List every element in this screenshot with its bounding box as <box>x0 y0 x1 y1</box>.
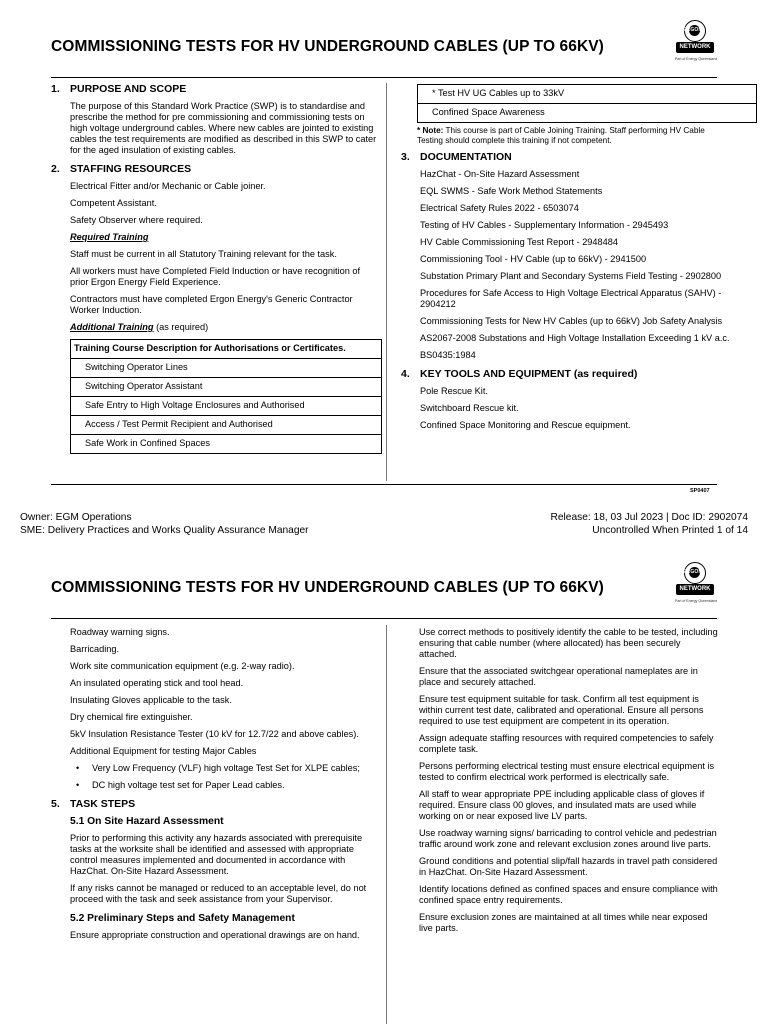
note-text: This course is part of Cable Joining Training. Staff performing HV Cable Testing should complete this training if not competent. <box>417 126 705 145</box>
column-divider <box>386 625 387 1024</box>
tools-item: Roadway warning signs. <box>70 627 170 637</box>
documentation-item: Procedures for Safe Access to High Voltage Electrical Apparatus (SAHV) - 2904212 <box>420 288 722 309</box>
documentation-item: Substation Primary Plant and Secondary Systems Field Testing - 2902800 <box>420 271 722 281</box>
documentation-item: HV Cable Commissioning Test Report - 2948484 <box>420 237 618 247</box>
task-paragraph: Persons performing electrical testing must ensure electrical equipment is tested to confirm electrical work performed is electrically safe. <box>419 761 715 782</box>
task-paragraph: Prior to performing this activity any hazards associated with prerequisite tasks at the worksite shall be identified and assessed with appropriate control measures implemented and documented in accordance with HazChat. On-Site Hazard Assessment. <box>70 833 363 876</box>
header-rule <box>51 77 717 78</box>
tools-item: Barricading. <box>70 644 120 654</box>
page-title: COMMISSIONING TESTS FOR HV UNDERGROUND CABLES (UP TO 66KV) <box>51 579 604 596</box>
additional-training-line <box>70 322 379 333</box>
column-divider <box>386 83 387 481</box>
additional-training-suffix: (as required) <box>153 322 209 332</box>
task-paragraph: Identify locations defined as confined spaces and ensure compliance with confined space entry requirements. <box>419 884 718 905</box>
tools-item: Switchboard Rescue kit. <box>420 403 519 413</box>
list-item: • Very Low Frequency (VLF) high voltage Test Set for XLPE cables; <box>70 763 379 774</box>
task-paragraph: If any risks cannot be managed or reduced to an acceptable level, do not proceed with the task and seek assistance from your Supervisor. <box>70 883 367 904</box>
footer-sme: SME: Delivery Practices and Works Quality Assurance Manager <box>20 525 309 536</box>
documentation-item: Commissioning Tool - HV Cable (up to 66kV) - 2941500 <box>420 254 647 264</box>
section-heading-documentation: 3. DOCUMENTATION <box>401 151 512 163</box>
table-row: Switching Operator Assistant <box>71 378 382 397</box>
task-paragraph: Ensure test equipment suitable for task. Confirm all test equipment is within current test date, calibrated and operational. Ensure all persons required to use test equipment are competent in its operation. <box>419 694 704 726</box>
section-heading-tools: 4. KEY TOOLS AND EQUIPMENT (as required) <box>401 368 638 380</box>
page-title: COMMISSIONING TESTS FOR HV UNDERGROUND CABLES (UP TO 66KV) <box>51 38 604 55</box>
list-item: • DC high voltage test set for Paper Lead cables. <box>70 780 379 791</box>
note-label: * Note: <box>417 126 444 135</box>
page1-left-column <box>51 84 379 458</box>
section-heading-staffing: 2. STAFFING RESOURCES <box>51 163 192 175</box>
table-row: Safe Entry to High Voltage Enclosures and Authorised <box>71 397 382 416</box>
table-row: Safe Work in Confined Spaces <box>71 435 382 454</box>
footer-rule <box>51 484 717 485</box>
tools-item: 5kV Insulation Resistance Tester (10 kV for 12.7/22 and above cables). <box>70 729 359 739</box>
required-training-item: All workers must have Completed Field Induction or have recognition of prior Ergon Energy Field Experience. <box>70 266 361 287</box>
task-paragraph: Use roadway warning signs/ barricading to control vehicle and pedestrian traffic around work zone and relevant exclusion zones around live parts. <box>419 828 717 849</box>
table-row: Confined Space Awareness <box>418 104 757 123</box>
documentation-item: HazChat - On-Site Hazard Assessment <box>420 169 580 179</box>
page1-right-column <box>401 84 731 437</box>
section-heading-task-steps: 5. TASK STEPS <box>51 798 136 810</box>
training-note <box>417 126 731 146</box>
tools-item: Work site communication equipment (e.g. 2-way radio). <box>70 661 295 671</box>
documentation-item: AS2067-2008 Substations and High Voltage Installation Exceeding 1 kV a.c. <box>420 333 730 343</box>
footer-uncontrolled: Uncontrolled When Printed 1 of 14 <box>592 525 748 536</box>
logo-tagline: Part of Energy Queensland <box>675 57 718 61</box>
subsection-heading-preliminary-steps: 5.2 Preliminary Steps and Safety Management <box>70 913 295 924</box>
tools-item: Additional Equipment for testing Major Cables <box>70 746 257 756</box>
logo-word: ERGON <box>683 569 703 575</box>
header-rule <box>51 618 717 619</box>
subsection-heading-hazard-assessment: 5.1 On Site Hazard Assessment <box>70 816 224 827</box>
ergon-network-logo <box>672 562 718 612</box>
page2-right-column <box>419 627 719 940</box>
logo-tagline: Part of Energy Queensland <box>675 599 718 603</box>
documentation-item: EQL SWMS - Safe Work Method Statements <box>420 186 603 196</box>
table-row: * Test HV UG Cables up to 33kV <box>418 85 757 104</box>
required-training-item: Contractors must have completed Ergon Energy's Generic Contractor Worker Induction. <box>70 294 353 315</box>
task-paragraph: Assign adequate staffing resources with required competencies to safely complete task. <box>419 733 714 754</box>
task-paragraph: Ensure appropriate construction and operational drawings are on hand. <box>70 930 360 940</box>
logo-network-label: NETWORK <box>676 42 714 53</box>
page2-left-column <box>51 627 379 947</box>
purpose-text: The purpose of this Standard Work Practice (SWP) is to standardise and prescribe the method for pre commissioning and commissioning tests on high voltage underground cables. Where new cables are jointed to existing cables the test requirements are modified as described in this SWP to cater for the aged insulation of existing cables. <box>70 101 377 155</box>
training-course-table-continued <box>417 84 757 123</box>
additional-training-label: Additional Training <box>70 322 154 332</box>
staffing-item: Electrical Fitter and/or Mechanic or Cable joiner. <box>70 181 266 191</box>
documentation-item: Testing of HV Cables - Supplementary Information - 2945493 <box>420 220 669 230</box>
footer-left <box>20 511 309 537</box>
section-heading-purpose: 1. PURPOSE AND SCOPE <box>51 83 187 95</box>
task-paragraph: All staff to wear appropriate PPE including applicable class of gloves if required. Ensure class 00 gloves, and insulated mats are used while working on or near exposed live LV parts. <box>419 789 705 821</box>
task-paragraph: Use correct methods to positively identify the cable to be tested, including ensuring that cable number (where allocated) has been securely attached. <box>419 627 718 659</box>
major-cable-equipment-list <box>51 763 379 791</box>
tools-item: Insulating Gloves applicable to the task. <box>70 695 232 705</box>
logo-word: ERGON <box>683 27 703 33</box>
footer-right <box>551 511 748 537</box>
ergon-network-logo <box>672 20 718 70</box>
tools-item: Pole Rescue Kit. <box>420 386 488 396</box>
required-training-label: Required Training <box>70 232 149 242</box>
page-2 <box>0 545 768 1024</box>
documentation-item: BS0435:1984 <box>420 350 476 360</box>
task-paragraph: Ensure that the associated switchgear operational nameplates are in place and securely attached. <box>419 666 698 687</box>
staffing-item: Competent Assistant. <box>70 198 157 208</box>
footer-owner: Owner: EGM Operations <box>20 512 132 523</box>
documentation-item: Electrical Safety Rules 2022 - 6503074 <box>420 203 579 213</box>
documentation-item: Commissioning Tests for New HV Cables (up to 66kV) Job Safety Analysis <box>420 316 723 326</box>
tools-item: Dry chemical fire extinguisher. <box>70 712 193 722</box>
task-paragraph: Ground conditions and potential slip/fall hazards in travel path considered in HazChat. On-Site Hazard Assessment. <box>419 856 718 877</box>
table-row: Access / Test Permit Recipient and Authorised <box>71 416 382 435</box>
table-header: Training Course Description for Authorisations or Certificates. <box>71 340 382 359</box>
footer-release: Release: 18, 03 Jul 2023 | Doc ID: 2902074 <box>550 512 748 523</box>
logo-network-label: NETWORK <box>676 584 714 595</box>
tools-item: Confined Space Monitoring and Rescue equipment. <box>420 420 631 430</box>
required-training-item: Staff must be current in all Statutory Training relevant for the task. <box>70 249 337 259</box>
reference-code: SP0407 <box>690 488 710 494</box>
task-paragraph: Ensure exclusion zones are maintained at all times while near exposed live parts. <box>419 912 708 933</box>
staffing-item: Safety Observer where required. <box>70 215 203 225</box>
tools-item: An insulated operating stick and tool head. <box>70 678 244 688</box>
training-course-table <box>70 339 382 454</box>
table-row: Switching Operator Lines <box>71 359 382 378</box>
